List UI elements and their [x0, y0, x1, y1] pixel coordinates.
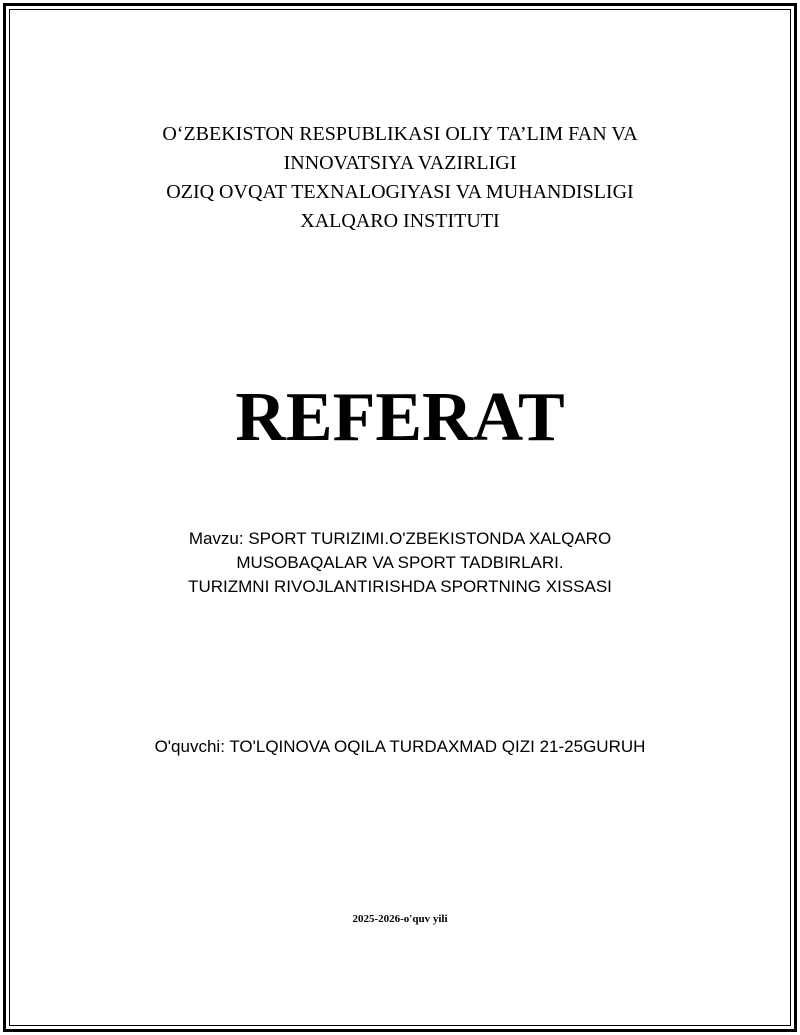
header-line: INNOVATSIYA VAZIRLIGI	[283, 152, 517, 174]
topic-line: TURIZMNI RIVOJLANTIRISHDA SPORTNING XISSASI	[188, 577, 612, 596]
institution-header	[0, 120, 800, 236]
document-title: REFERAT	[235, 379, 565, 456]
topic-line: MUSOBAQALAR VA SPORT TADBIRLARI.	[236, 553, 564, 572]
topic-line: Mavzu: SPORT TURIZIMI.O'ZBEKISTONDA XALQARO	[188, 529, 612, 548]
header-line: O‘ZBEKISTON RESPUBLIKASI OLIY TA’LIM FAN VA	[162, 123, 638, 145]
header-line: XALQARO INSTITUTI	[300, 210, 500, 232]
student-info: O'quvchi: TO'LQINOVA OQILA TURDAXMAD QIZI 21-25GURUH	[154, 737, 646, 756]
academic-year: 2025-2026-o'quv yili	[352, 913, 448, 925]
topic-block	[0, 527, 800, 599]
header-line: OZIQ OVQAT TEXNALOGIYASI VA MUHANDISLIGI	[166, 181, 634, 203]
